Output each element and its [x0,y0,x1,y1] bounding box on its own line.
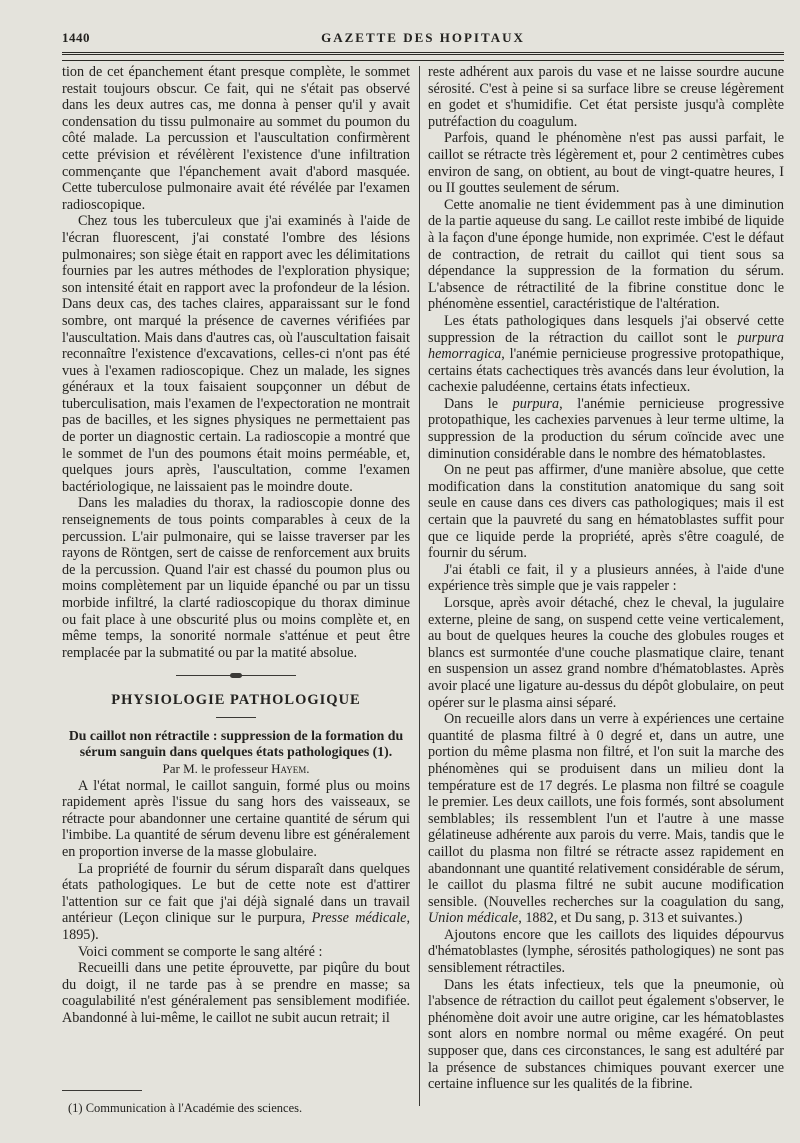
paragraph [62,861,410,944]
paragraph [428,711,784,927]
paragraph: J'ai établi ce fait, il y a plusieurs années, à l'aide d'une expérience très simple que je vais rappeler : [428,561,784,595]
article-title: Du caillot non rétractile : suppression de la formation du sérum sanguin dans quelques états pathologiques (1). [68,727,404,760]
byline-prefix: Par M. le professeur [162,760,272,776]
page-number: 1440 [62,30,90,45]
text-run: , l'anémie pernicieuse progressive protopathique, les cachexies parvenues à leur terme ultime, la suppression de la production du sérum coïncide avec une diminution considérable dans le nombre des hématoblastes. [428,395,784,462]
paragraph: On ne peut pas affirmer, d'une manière absolue, que cette modification dans la constitution anatomique du sang soit seule en cause dans ces divers cas pathologiques; mais il est certain que la pauvreté du sang en hématoblastes suffit pour que ce liquide perde la propriété, après s'être coagulé, de fournir du sérum. [428,462,784,562]
paragraph: reste adhérent aux parois du vase et ne laisse sourdre aucune sérosité. C'est à peine si sa surface libre se creuse légèrement en godet et s'humidifie. Cet état persiste jusqu'à complète putréfaction du coagulum. [428,64,784,130]
title-rule [216,717,256,718]
paragraph [428,396,784,462]
text-run: , 1895). [62,910,410,943]
citation-title: Presse médicale [311,910,407,927]
byline [62,761,410,778]
byline-author: Hayem. [271,760,310,776]
paragraph: Parfois, quand le phénomène n'est pas aussi parfait, le caillot se rétracte très légèrement et, pour 2 centimètres cubes environ de sang, on obtient, au bout de vingt-quatre heures, I ou II gouttes seulement de sérum. [428,130,784,197]
section-title: PHYSIOLOGIE PATHOLOGIQUE [111,692,361,709]
footnote: (1) Communication à l'Académie des sciences. [68,1101,303,1115]
paragraph: Recueilli dans une petite éprouvette, par piqûre du bout du doigt, il ne tarde pas à se prendre en masse; sa coagulabilité n'est généralement pas sensiblement modifiée. Abandonné à lui-même, le caillot ne subit aucun retrait; il [62,960,410,1026]
header-double-rule [62,52,784,55]
paragraph: Chez tous les tuberculeux que j'ai examinés à l'aide de l'écran fluorescent, j'ai constaté l'ombre des lésions pulmonaires; son siège était en rapport avec les délimitations fournies par les autres méthodes de l'exploration physique; son intensité était en rapport avec la profondeur de la lésion. Dans deux cas, des taches claires, apparaissant sur le fond sombre, ont marqué la présence de cavernes vérifiées par l'auscultation. Mais dans d'autres cas, où l'auscultation faisait reconnaître l'existence d'excavations, celles-ci n'ont pas été vues à l'examen radioscopique. Chez un malade, les signes généraux et la toux faisaient soupçonner un début de tuberculisation, mais l'examen de l'expectoration ne montrait pas de bacilles, et les signes physiques ne permettaient pas de porter un diagnostic certain. La radioscopie a montré que le sommet de l'un des poumons était moins perméable, et, quelques jours après, l'auscultation, comme l'examen bactériologique, ne laissaient pas le moindre doute. [62,213,410,495]
paragraph: tion de cet épanchement étant presque complète, le sommet restait toujours obscur. Ce fait, qui ne s'était pas observé dans les deux autres cas, me donna à penser qu'il y avait condensation du tissu pulmonaire au sommet du poumon du côté malade. La percussion et l'auscultation confirmèrent cette prévision et révélèrent l'existence d'une infiltration commençante que l'épanchement avait d'abord masquée. Cette tuberculose pulmonaire avait été révélée par l'examen radioscopique. [62,64,410,213]
page-header [62,30,784,52]
left-column [62,64,410,1026]
journal-title: GAZETTE DES HOPITAUX [321,30,525,45]
text-run: La propriété de fournir du sérum disparaît dans quelques états pathologiques. Le but de cette note est d'attirer l'attention sur ce fait que j'ai déjà signalé dans un travail antérieur (Leçon clinique sur le purpura, [62,860,410,927]
column-divider [419,66,420,1106]
section-separator [176,675,296,676]
paragraph: Lorsque, après avoir détaché, chez le cheval, la jugulaire externe, pleine de sang, on suspend cette veine verticalement, au bout de quelques heures la couche des globules rouges et blancs est surmontée d'une couche plasmatique claire, tenant en suspension un assez grand nombre d'hématoblastes. Après avoir placé une ligature au-dessus du dépôt globulaire, on peut opérer sur le plasma ainsi séparé. [428,595,784,711]
right-column [428,64,784,1093]
text-run: On recueille alors dans un verre à expériences une certaine quantité de plasma filtré à 0 degré et, dans un autre, une portion du même plasma non filtré, et l'on suit la marche des phénomènes qui se produisent dans un milieu dont la température est de 17 degrés. Le plasma non filtré se coagule le premier. Les deux caillots, une fois formés, sont absolument semblables; ils ressemblent l'un et l'autre à une masse gélatineuse adhérente aux parois du verre. Mais, tandis que le caillot du plasma non filtré se rétracte assez rapidement en abandonnant une quantité relativement considérable de sérum, le caillot du plasma filtré ne subit aucune modification sensible. (Nouvelles recherches sur la coagulation du sang, [428,711,784,910]
text-run: Les états pathologiques dans lesquels j'ai observé cette suppression de la rétraction du caillot sont le [428,312,784,346]
text-run: , 1882, et Du sang, p. 313 et suivantes.) [518,910,743,927]
paragraph: Dans les maladies du thorax, la radioscopie donne des renseignements de tous points comparables à ceux de la percussion. L'air pulmonaire, qui se laisse traverser par les rayons de Röntgen, sert de caisse de renforcement aux bruits de la percussion. Quand l'air est chassé du poumon plus ou moins complètement par un liquide épanché ou par un tissu morbide infiltré, la clarté radioscopique du thorax diminue ou fait place à une obscurité plus ou moins complète et, en même temps, la sonorité normale s'atténue et peut être remplacée par la submatité ou par la matité absolue. [62,495,410,661]
paragraph: Dans les états infectieux, tels que la pneumonie, où l'absence de rétraction du caillot peut également s'observer, le phénomène doit avoir une autre origine, car les hématoblastes sont alors en nombre normal ou même exagéré. On peut supposer que, dans ces circonstances, le sang est adultéré par la présence de substances chimiques pouvant exercer une certaine influence sur les qualités de la fibrine. [428,976,784,1093]
paragraph: A l'état normal, le caillot sanguin, formé plus ou moins rapidement après l'issue du sang hors des vaisseaux, se rétracte pour abandonner une certaine quantité de sérum qui l'imbibe. La quantité de sérum devenu libre est généralement en proportion inverse de la masse globulaire. [62,777,410,860]
paragraph: Ajoutons encore que les caillots des liquides dépourvus d'hématoblastes (lymphe, sérosités pathologiques) ne sont pas sensiblement rétractiles. [428,926,784,977]
paragraph: Voici comment se comporte le sang altéré : [78,943,323,960]
header-rule [62,60,784,61]
italic-term: purpura hemorragica [428,329,784,363]
text-run: , l'anémie pernicieuse progressive protopathique, certains états cachectiques très avancés dans leur évolution, la cachexie paludéenne, certains états infectieux. [428,346,784,396]
citation-title: Union médicale [428,910,519,927]
paragraph [428,313,784,396]
footnote-rule [62,1090,142,1091]
text-run: Dans le [444,395,513,412]
italic-term: purpura [512,395,560,412]
paragraph: Cette anomalie ne tient évidemment pas à une diminution de la partie aqueuse du sang. Le caillot reste imbibé de liquide à la façon d'une éponge humide, non exprimée. C'est le défaut de contraction, de retrait du caillot qui tient sous sa dépendance la suppression de la formation du sérum. L'absence de rétractilité de la fibrine constitue donc le phénomène essentiel, caractéristique de l'altération. [428,196,784,313]
